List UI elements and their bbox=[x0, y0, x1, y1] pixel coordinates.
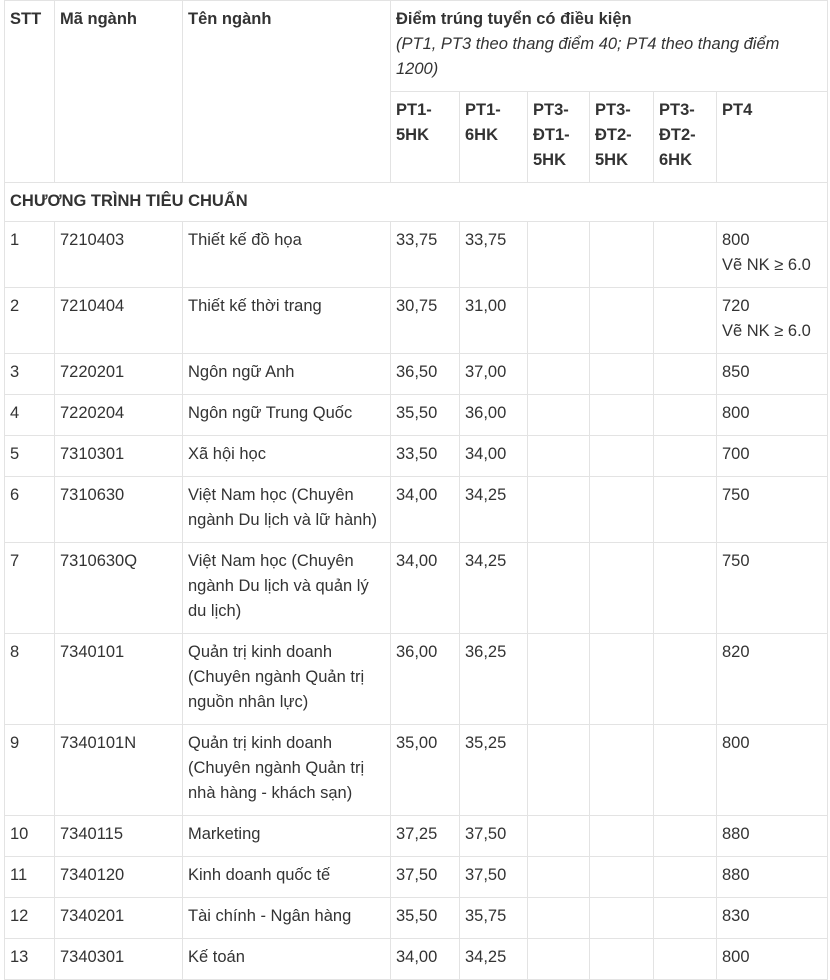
pt4-score: 850 bbox=[722, 363, 750, 381]
pt4-score: 880 bbox=[722, 825, 750, 843]
cell-code: 7340101 bbox=[55, 634, 183, 725]
cell-stt: 6 bbox=[5, 477, 55, 543]
cell-name: Marketing bbox=[183, 816, 391, 857]
cell-pt1-5hk: 33,75 bbox=[391, 222, 460, 288]
table-row bbox=[5, 857, 828, 898]
cell-pt4 bbox=[717, 816, 828, 857]
cell-stt: 8 bbox=[5, 634, 55, 725]
cell-pt3-dt2-5hk bbox=[590, 857, 654, 898]
header-pt1-5hk: PT1-5HK bbox=[391, 92, 460, 183]
header-pt3-dt1-5hk: PT3-ĐT1-5HK bbox=[528, 92, 590, 183]
table-row bbox=[5, 543, 828, 634]
cell-pt3-dt2-5hk bbox=[590, 939, 654, 980]
cell-stt: 9 bbox=[5, 725, 55, 816]
cell-pt4 bbox=[717, 939, 828, 980]
cell-pt1-6hk: 34,25 bbox=[460, 543, 528, 634]
cell-code: 7220204 bbox=[55, 395, 183, 436]
cell-pt3-dt2-5hk bbox=[590, 354, 654, 395]
cell-pt3-dt2-5hk bbox=[590, 477, 654, 543]
cell-pt1-5hk: 30,75 bbox=[391, 288, 460, 354]
cell-pt3-dt2-5hk bbox=[590, 395, 654, 436]
cell-pt1-6hk: 34,25 bbox=[460, 477, 528, 543]
cell-pt3-dt2-5hk bbox=[590, 725, 654, 816]
cell-pt1-5hk: 34,00 bbox=[391, 543, 460, 634]
cell-pt3-dt1-5hk bbox=[528, 477, 590, 543]
cell-stt: 10 bbox=[5, 816, 55, 857]
cell-pt3-dt2-5hk bbox=[590, 816, 654, 857]
table-row bbox=[5, 477, 828, 543]
cell-stt: 5 bbox=[5, 436, 55, 477]
cell-pt1-6hk: 33,75 bbox=[460, 222, 528, 288]
cell-name: Ngôn ngữ Anh bbox=[183, 354, 391, 395]
cell-code: 7310630Q bbox=[55, 543, 183, 634]
cell-pt4 bbox=[717, 857, 828, 898]
cell-pt3-dt2-6hk bbox=[654, 634, 717, 725]
cell-pt3-dt1-5hk bbox=[528, 436, 590, 477]
cell-name: Thiết kế thời trang bbox=[183, 288, 391, 354]
cell-pt3-dt1-5hk bbox=[528, 634, 590, 725]
cell-pt3-dt2-5hk bbox=[590, 436, 654, 477]
cell-name: Quản trị kinh doanh (Chuyên ngành Quản trị nguồn nhân lực) bbox=[183, 634, 391, 725]
cell-code: 7220201 bbox=[55, 354, 183, 395]
cell-pt1-5hk: 37,50 bbox=[391, 857, 460, 898]
cell-pt3-dt1-5hk bbox=[528, 354, 590, 395]
cell-pt1-5hk: 35,50 bbox=[391, 898, 460, 939]
cell-pt3-dt2-6hk bbox=[654, 857, 717, 898]
cell-pt1-6hk: 34,00 bbox=[460, 436, 528, 477]
cell-pt3-dt2-6hk bbox=[654, 222, 717, 288]
cell-stt: 1 bbox=[5, 222, 55, 288]
cell-pt3-dt2-5hk bbox=[590, 222, 654, 288]
cell-name: Kế toán bbox=[183, 939, 391, 980]
cell-pt4 bbox=[717, 898, 828, 939]
cell-name: Ngôn ngữ Trung Quốc bbox=[183, 395, 391, 436]
cell-pt1-6hk: 36,25 bbox=[460, 634, 528, 725]
cell-pt1-5hk: 37,25 bbox=[391, 816, 460, 857]
cell-pt3-dt1-5hk bbox=[528, 816, 590, 857]
cell-pt1-5hk: 35,00 bbox=[391, 725, 460, 816]
cell-name: Kinh doanh quốc tế bbox=[183, 857, 391, 898]
cell-pt3-dt2-6hk bbox=[654, 477, 717, 543]
cell-pt3-dt2-5hk bbox=[590, 634, 654, 725]
admission-scores-table bbox=[4, 0, 828, 980]
cell-pt3-dt1-5hk bbox=[528, 857, 590, 898]
cell-pt4 bbox=[717, 222, 828, 288]
cell-pt1-5hk: 33,50 bbox=[391, 436, 460, 477]
pt4-score: 800 bbox=[722, 734, 750, 752]
cell-pt1-5hk: 35,50 bbox=[391, 395, 460, 436]
cell-pt1-5hk: 36,50 bbox=[391, 354, 460, 395]
cell-pt4 bbox=[717, 395, 828, 436]
header-code: Mã ngành bbox=[55, 1, 183, 183]
cell-pt3-dt1-5hk bbox=[528, 543, 590, 634]
pt4-score: 750 bbox=[722, 486, 750, 504]
pt4-score: 800 bbox=[722, 948, 750, 966]
cell-pt4 bbox=[717, 436, 828, 477]
pt4-score: 830 bbox=[722, 907, 750, 925]
pt4-score: 800 bbox=[722, 404, 750, 422]
cell-pt1-5hk: 36,00 bbox=[391, 634, 460, 725]
cell-pt3-dt1-5hk bbox=[528, 898, 590, 939]
cell-code: 7310630 bbox=[55, 477, 183, 543]
cell-stt: 13 bbox=[5, 939, 55, 980]
cell-pt1-6hk: 35,75 bbox=[460, 898, 528, 939]
header-row bbox=[5, 1, 828, 92]
cell-name: Tài chính - Ngân hàng bbox=[183, 898, 391, 939]
header-score-title: Điểm trúng tuyển có điều kiện bbox=[396, 10, 632, 28]
pt4-note: Vẽ NK ≥ 6.0 bbox=[722, 322, 811, 340]
table-row bbox=[5, 816, 828, 857]
pt4-score: 880 bbox=[722, 866, 750, 884]
cell-pt1-5hk: 34,00 bbox=[391, 939, 460, 980]
cell-stt: 11 bbox=[5, 857, 55, 898]
table-row bbox=[5, 288, 828, 354]
pt4-score: 720 bbox=[722, 297, 750, 315]
table-row bbox=[5, 395, 828, 436]
cell-pt4 bbox=[717, 477, 828, 543]
cell-code: 7340115 bbox=[55, 816, 183, 857]
header-score-group bbox=[391, 1, 828, 92]
cell-pt4 bbox=[717, 634, 828, 725]
cell-stt: 3 bbox=[5, 354, 55, 395]
table-row bbox=[5, 898, 828, 939]
header-pt4: PT4 bbox=[717, 92, 828, 183]
cell-pt4 bbox=[717, 354, 828, 395]
pt4-score: 750 bbox=[722, 552, 750, 570]
cell-pt3-dt2-5hk bbox=[590, 288, 654, 354]
cell-pt1-5hk: 34,00 bbox=[391, 477, 460, 543]
table-row bbox=[5, 725, 828, 816]
section-title: CHƯƠNG TRÌNH TIÊU CHUẨN bbox=[5, 183, 828, 222]
cell-pt4 bbox=[717, 725, 828, 816]
header-pt3-dt2-5hk: PT3-ĐT2-5HK bbox=[590, 92, 654, 183]
header-pt3-dt2-6hk: PT3-ĐT2-6HK bbox=[654, 92, 717, 183]
cell-stt: 4 bbox=[5, 395, 55, 436]
cell-pt3-dt2-6hk bbox=[654, 395, 717, 436]
cell-pt3-dt2-5hk bbox=[590, 898, 654, 939]
table-row bbox=[5, 354, 828, 395]
table-row bbox=[5, 634, 828, 725]
cell-pt1-6hk: 36,00 bbox=[460, 395, 528, 436]
pt4-note: Vẽ NK ≥ 6.0 bbox=[722, 256, 811, 274]
cell-pt3-dt1-5hk bbox=[528, 395, 590, 436]
cell-stt: 12 bbox=[5, 898, 55, 939]
header-name: Tên ngành bbox=[183, 1, 391, 183]
cell-pt3-dt2-6hk bbox=[654, 939, 717, 980]
pt4-score: 800 bbox=[722, 231, 750, 249]
cell-pt3-dt1-5hk bbox=[528, 725, 590, 816]
cell-pt1-6hk: 34,25 bbox=[460, 939, 528, 980]
cell-pt4 bbox=[717, 543, 828, 634]
cell-name: Thiết kế đồ họa bbox=[183, 222, 391, 288]
cell-code: 7340301 bbox=[55, 939, 183, 980]
cell-pt1-6hk: 37,50 bbox=[460, 857, 528, 898]
cell-code: 7210404 bbox=[55, 288, 183, 354]
header-stt: STT bbox=[5, 1, 55, 183]
cell-pt3-dt2-6hk bbox=[654, 725, 717, 816]
cell-pt3-dt1-5hk bbox=[528, 939, 590, 980]
cell-pt3-dt2-5hk bbox=[590, 543, 654, 634]
cell-name: Xã hội học bbox=[183, 436, 391, 477]
cell-name: Quản trị kinh doanh (Chuyên ngành Quản trị nhà hàng - khách sạn) bbox=[183, 725, 391, 816]
header-pt1-6hk: PT1-6HK bbox=[460, 92, 528, 183]
cell-name: Việt Nam học (Chuyên ngành Du lịch và quản lý du lịch) bbox=[183, 543, 391, 634]
cell-pt1-6hk: 37,50 bbox=[460, 816, 528, 857]
cell-pt4 bbox=[717, 288, 828, 354]
cell-pt3-dt1-5hk bbox=[528, 288, 590, 354]
table-row bbox=[5, 436, 828, 477]
cell-pt3-dt2-6hk bbox=[654, 436, 717, 477]
table-row bbox=[5, 222, 828, 288]
cell-pt3-dt2-6hk bbox=[654, 816, 717, 857]
cell-pt3-dt2-6hk bbox=[654, 288, 717, 354]
cell-stt: 7 bbox=[5, 543, 55, 634]
cell-pt1-6hk: 31,00 bbox=[460, 288, 528, 354]
header-score-note: (PT1, PT3 theo thang điểm 40; PT4 theo thang điểm 1200) bbox=[396, 35, 780, 78]
cell-code: 7310301 bbox=[55, 436, 183, 477]
cell-code: 7340201 bbox=[55, 898, 183, 939]
cell-pt1-6hk: 37,00 bbox=[460, 354, 528, 395]
pt4-score: 820 bbox=[722, 643, 750, 661]
cell-pt3-dt2-6hk bbox=[654, 543, 717, 634]
cell-stt: 2 bbox=[5, 288, 55, 354]
cell-name: Việt Nam học (Chuyên ngành Du lịch và lữ hành) bbox=[183, 477, 391, 543]
cell-pt1-6hk: 35,25 bbox=[460, 725, 528, 816]
pt4-score: 700 bbox=[722, 445, 750, 463]
cell-code: 7340120 bbox=[55, 857, 183, 898]
cell-pt3-dt2-6hk bbox=[654, 898, 717, 939]
cell-pt3-dt2-6hk bbox=[654, 354, 717, 395]
section-row bbox=[5, 183, 828, 222]
cell-pt3-dt1-5hk bbox=[528, 222, 590, 288]
cell-code: 7340101N bbox=[55, 725, 183, 816]
table-row bbox=[5, 939, 828, 980]
cell-code: 7210403 bbox=[55, 222, 183, 288]
